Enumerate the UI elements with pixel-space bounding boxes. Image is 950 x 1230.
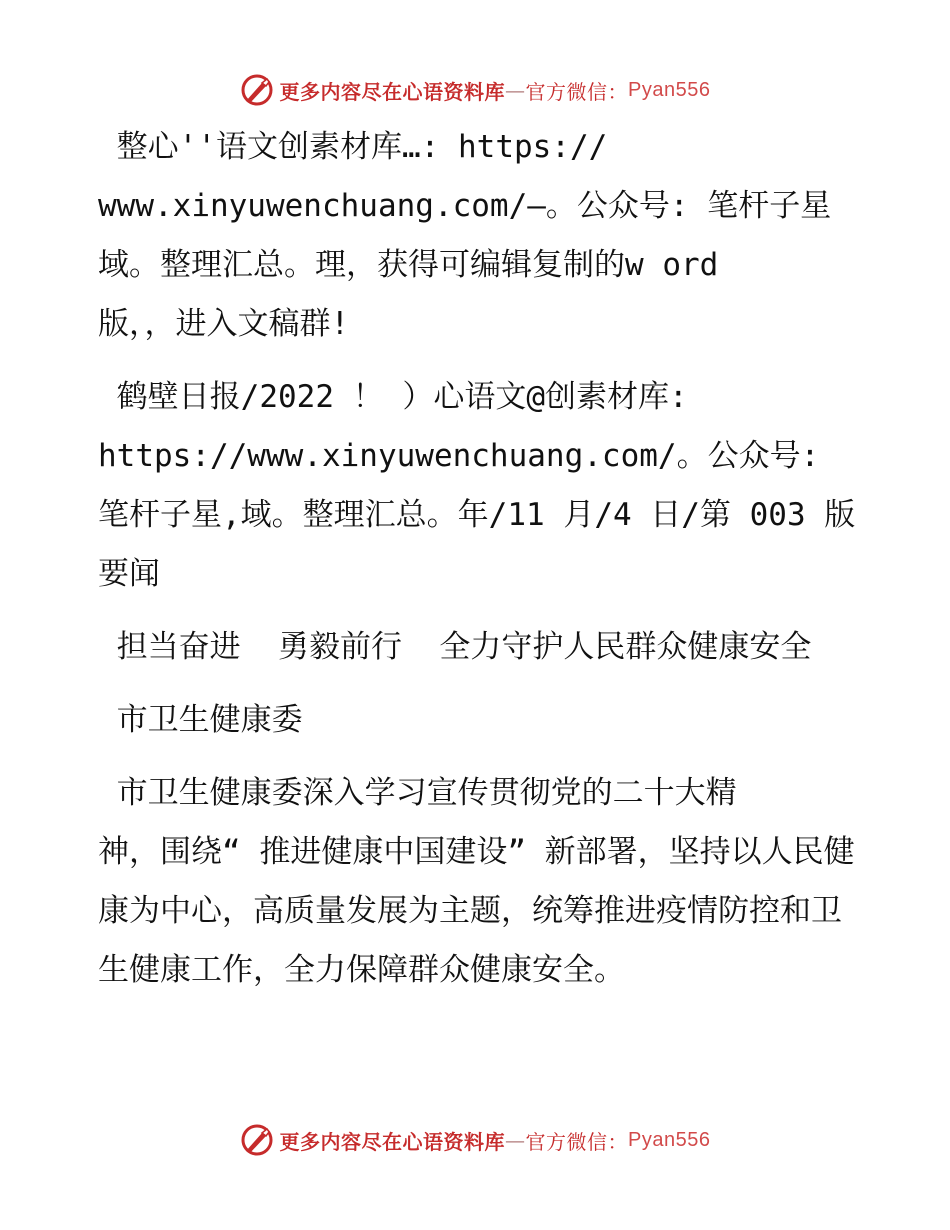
- article-headline: 担当奋进 勇毅前行 全力守护人民群众健康安全: [98, 629, 812, 665]
- document-body: [98, 118, 858, 1014]
- pen-logo-icon: [240, 73, 274, 107]
- paragraph-source: 鹤壁日报/2022 ！ ）心语文@创素材库: https://www.xinyuwenchuang.com/。公众号: 笔杆子星,域。整理汇总。年/11 月/4 日/第 003 版要闻: [98, 379, 856, 592]
- paragraph-intro: 整心''语文创素材库…: https:// www.xinyuwenchuang.com/—。公众号: 笔杆子星域。整理汇总。理，获得可编辑复制的w ord 版，，进入文稿群!: [98, 129, 832, 342]
- article-author: 市卫生健康委: [98, 702, 303, 738]
- banner-wechat-id: Pyan556: [628, 1128, 711, 1151]
- article-body-paragraph: 市卫生健康委深入学习宣传贯彻党的二十大精 神，围绕“ 推进健康中国建设” 新部署，坚持以人民健康为中心，高质量发展为主题，统筹推进疫情防控和卫生健康工作，全力保障群众健康安全。: [98, 775, 855, 988]
- banner-main-text: 更多内容尽在心语资料库: [279, 79, 506, 104]
- header-banner: [0, 70, 950, 110]
- banner-wechat-label: 官方微信：: [525, 1129, 629, 1154]
- footer-banner: [0, 1120, 950, 1160]
- banner-wechat-id: Pyan556: [628, 78, 711, 101]
- banner-main-text: 更多内容尽在心语资料库: [279, 1129, 506, 1154]
- banner-wechat-label: 官方微信：: [525, 79, 629, 104]
- banner-separator: —: [505, 1128, 526, 1152]
- banner-separator: —: [505, 78, 526, 102]
- pen-logo-icon: [240, 1123, 274, 1157]
